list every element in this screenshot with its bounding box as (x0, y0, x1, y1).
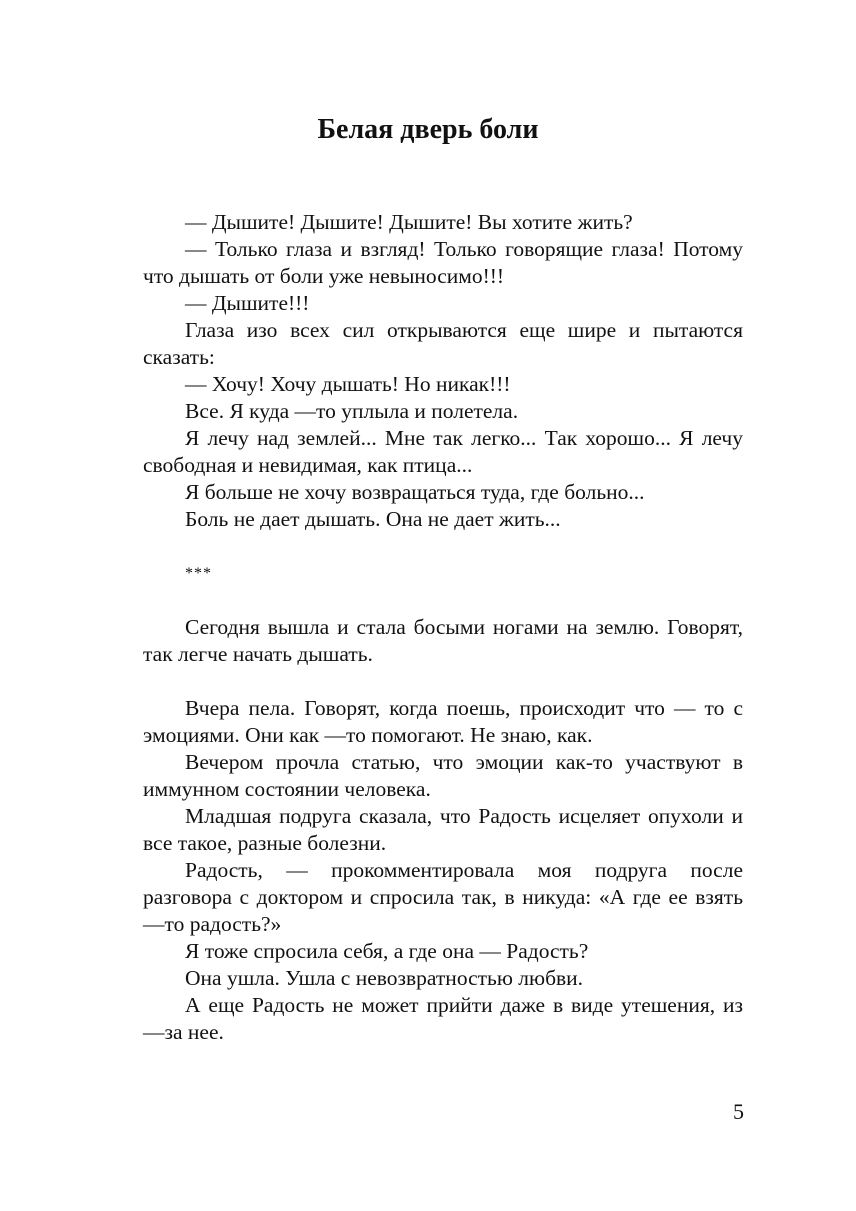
spacer (143, 587, 743, 614)
paragraph: Сегодня вышла и стала босыми ногами на землю. Говорят, так легче начать дышать. (143, 615, 743, 666)
paragraph: Я больше не хочу возвращаться туда, где больно... (185, 480, 645, 504)
paragraph: Боль не дает дышать. Она не дает жить... (185, 507, 561, 531)
paragraph: А еще Радость не может прийти даже в виде утешения, из —за нее. (143, 993, 743, 1044)
paragraph: Все. Я куда —то уплыла и полетела. (185, 399, 519, 423)
paragraph: Вчера пела. Говорят, когда поешь, происходит что — то с эмоциями. Они как —то помогают. Не знаю, как. (143, 696, 743, 747)
paragraph: Вечером прочла статью, что эмоции как-то участвуют в иммунном состоянии человека. (143, 750, 743, 801)
body-text (143, 209, 743, 1046)
spacer (143, 668, 743, 695)
section-divider: *** (185, 565, 212, 582)
paragraph: — Только глаза и взгляд! Только говорящие глаза! Потому что дышать от боли уже невыносимо!!! (143, 237, 743, 288)
spacer (143, 533, 743, 560)
paragraph: Радость, — прокомментировала моя подруга после разговора с доктором и спросила так, в никуда: «А где ее взять —то радость?» (143, 858, 743, 936)
page-title: Белая дверь боли (317, 114, 539, 145)
paragraph: — Хочу! Хочу дышать! Но никак!!! (185, 372, 511, 396)
paragraph: Она ушла. Ушла с невозвратностью любви. (185, 966, 584, 990)
page-number: 5 (733, 1099, 744, 1124)
paragraph: — Дышите! Дышите! Дышите! Вы хотите жить? (185, 210, 633, 234)
paragraph: Младшая подруга сказала, что Радость исцеляет опухоли и все такое, разные болезни. (143, 804, 743, 855)
paragraph: — Дышите!!! (185, 291, 310, 315)
paragraph: Я лечу над землей... Мне так легко... Так хорошо... Я лечу свободная и невидимая, как птица... (143, 426, 743, 477)
paragraph: Я тоже спросила себя, а где она — Радость? (185, 939, 589, 963)
paragraph: Глаза изо всех сил открываются еще шире и пытаются сказать: (143, 318, 743, 369)
